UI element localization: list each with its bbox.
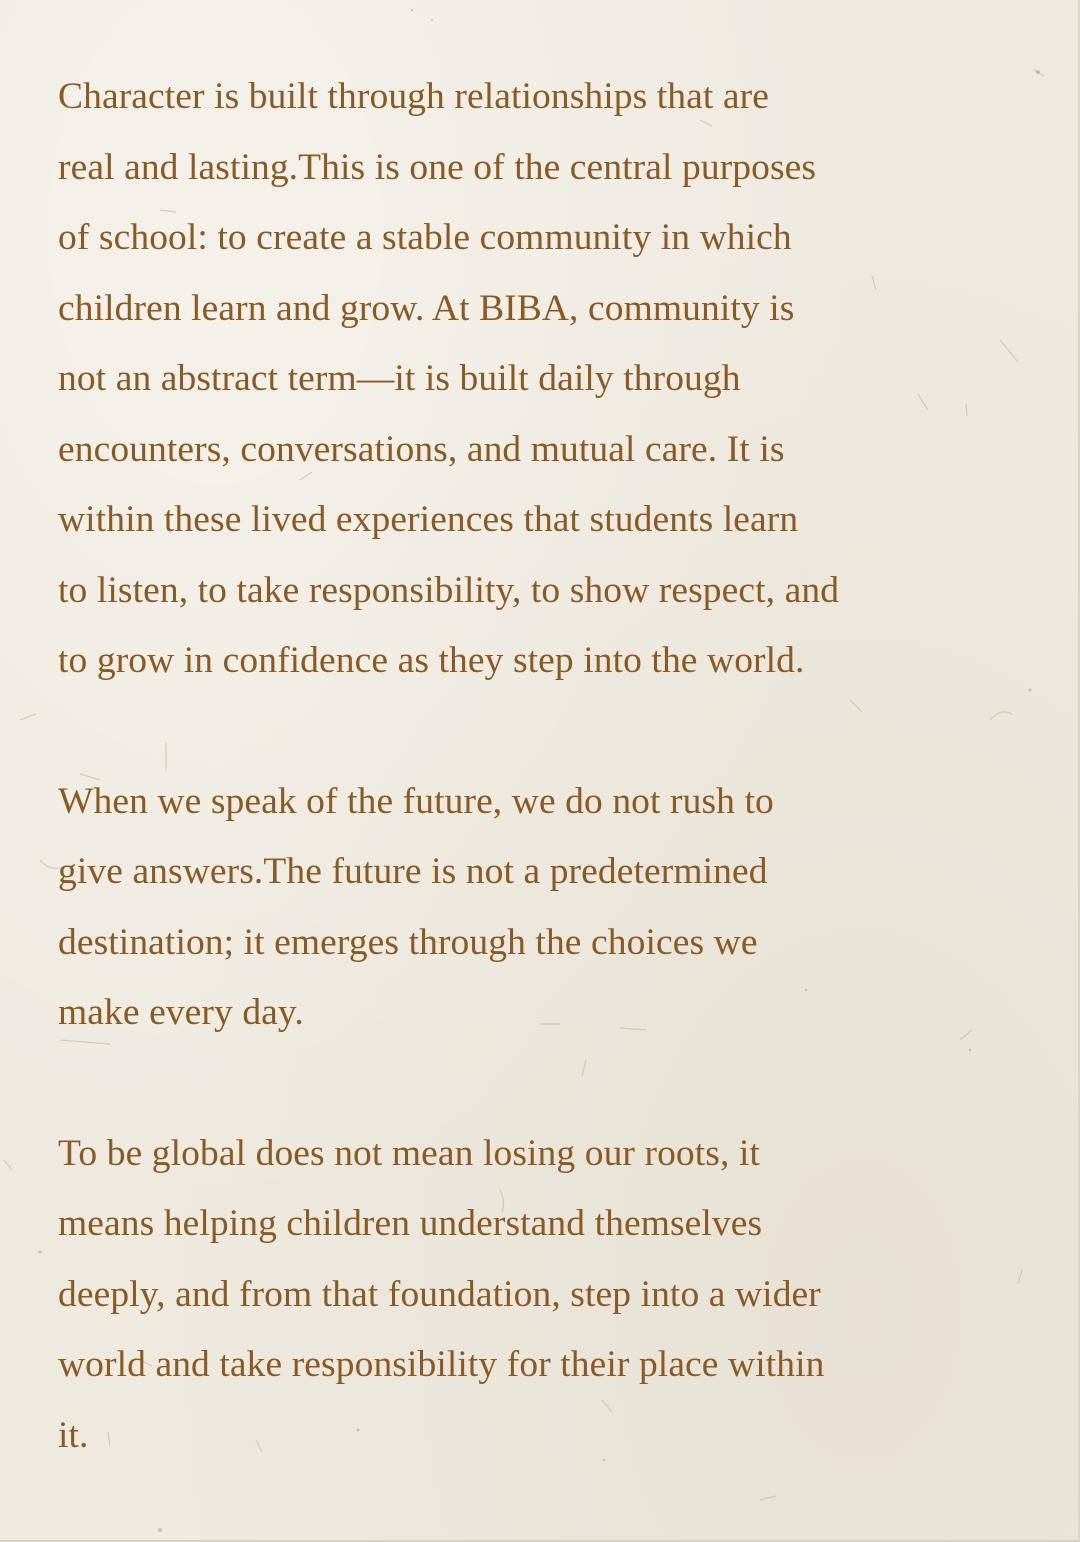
body-text [58, 62, 1043, 1471]
text-line: Character is built through relationships that are [58, 76, 769, 117]
text-line: not an abstract term—it is built daily through [58, 358, 741, 399]
text-line: world and take responsibility for their place within [58, 1344, 825, 1385]
text-line: To be global does not mean losing our roots, it [58, 1132, 760, 1174]
text-line: within these lived experiences that students learn [58, 499, 799, 540]
text-line: When we speak of the future, we do not rush to [58, 780, 774, 822]
paragraph-spacer [58, 697, 1043, 767]
text-line: give answers.The future is not a predetermined [58, 851, 768, 892]
text-line: it. [58, 1414, 89, 1456]
text-line: deeply, and from that foundation, step into a wider [58, 1273, 821, 1315]
text-line: means helping children understand themselves [58, 1203, 763, 1244]
text-line: to grow in confidence as they step into the world. [58, 640, 805, 681]
text-line: make every day. [58, 992, 304, 1033]
paragraph-community [58, 62, 1043, 697]
text-line: to listen, to take responsibility, to show respect, and [58, 569, 840, 611]
paragraph-future [58, 767, 1043, 1049]
paragraph-spacer [58, 1049, 1043, 1119]
text-line: real and lasting.This is one of the central purposes [58, 146, 817, 188]
text-line: encounters, conversations, and mutual care. It is [58, 428, 785, 470]
text-line: of school: to create a stable community in which [58, 217, 792, 258]
paragraph-global [58, 1119, 1043, 1472]
text-line: children learn and grow. At BIBA, community is [58, 287, 795, 329]
text-line: destination; it emerges through the choices we [58, 921, 758, 963]
